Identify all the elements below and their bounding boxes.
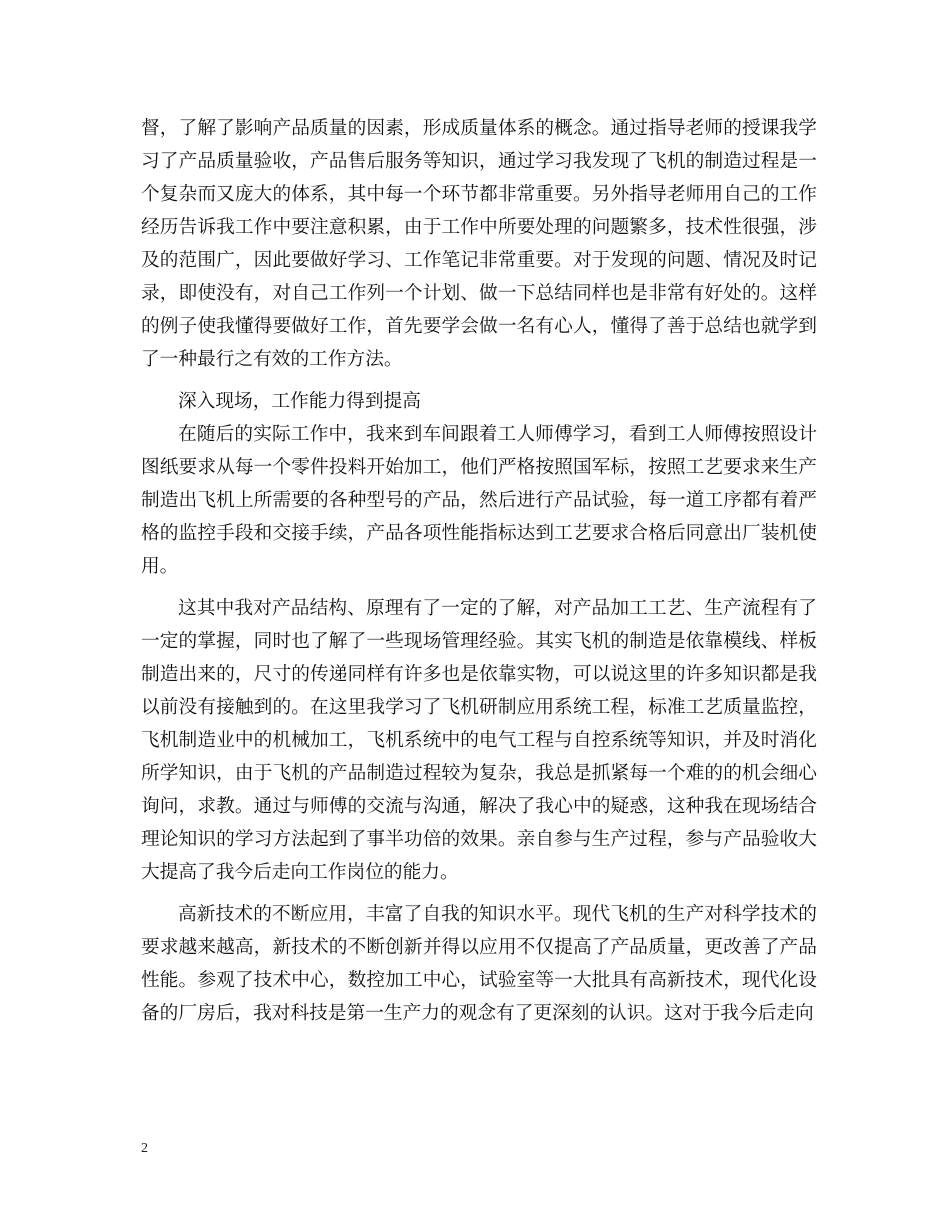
- paragraph: 这其中我对产品结构、原理有了一定的了解，对产品加工工艺、生产流程有了一定的掌握，同时也了解了一些现场管理经验。其实飞机的制造是依靠模线、样板制造出来的，尺寸的传递同样有许多也是依靠实物，可以说这里的许多知识都是我以前没有接触到的。在这里我学习了飞机研制应用系统工程，标准工艺质量监控，飞机制造业中的机械加工，飞机系统中的电气工程与自控系统等知识，并及时消化所学知识，由于飞机的产品制造过程较为复杂，我总是抓紧每一个难的的机会细心询问，求教。通过与师傅的交流与沟通，解决了我心中的疑惑，这种我在现场结合理论知识的学习方法起到了事半功倍的效果。亲自参与生产过程，参与产品验收大大提高了我今后走向工作岗位的能力。: [141, 598, 817, 883]
- page-number: 2: [141, 1141, 148, 1156]
- paragraph: 在随后的实际工作中，我来到车间跟着工人师傅学习，看到工人师傅按照设计图纸要求从每一个零件投料开始加工，他们严格按照国军标，按照工艺要求来生产制造出飞机上所需要的各种型号的产品，然后进行产品试验，每一道工序都有着严格的监控手段和交接手续，产品各项性能指标达到工艺要求合格后同意出厂装机使用。: [141, 424, 817, 577]
- body-text: [141, 112, 817, 1030]
- paragraph: 高新技术的不断应用，丰富了自我的知识水平。现代飞机的生产对科学技术的要求越来越高，新技术的不断创新并得以应用不仅提高了产品质量，更改善了产品性能。参观了技术中心，数控加工中心，试验室等一大批具有高新技术，现代化设备的厂房后，我对科技是第一生产力的观念有了更深刻的认识。这对于我今后走向: [141, 904, 817, 1024]
- paragraph-continued: 督，了解了影响产品质量的因素，形成质量体系的概念。通过指导老师的授课我学习了产品质量验收，产品售后服务等知识，通过学习我发现了飞机的制造过程是一个复杂而又庞大的体系，其中每一个环节都非常重要。另外指导老师用自己的工作经历告诉我工作中要注意积累，由于工作中所要处理的问题繁多，技术性很强，涉及的范围广，因此要做好学习、工作笔记非常重要。对于发现的问题、情况及时记录，即使没有，对自己工作列一个计划、做一下总结同样也是非常有好处的。这样的例子使我懂得要做好工作，首先要学会做一名有心人，懂得了善于总结也就学到了一种最行之有效的工作方法。: [141, 118, 817, 370]
- section-heading: 深入现场，工作能力得到提高: [178, 391, 421, 412]
